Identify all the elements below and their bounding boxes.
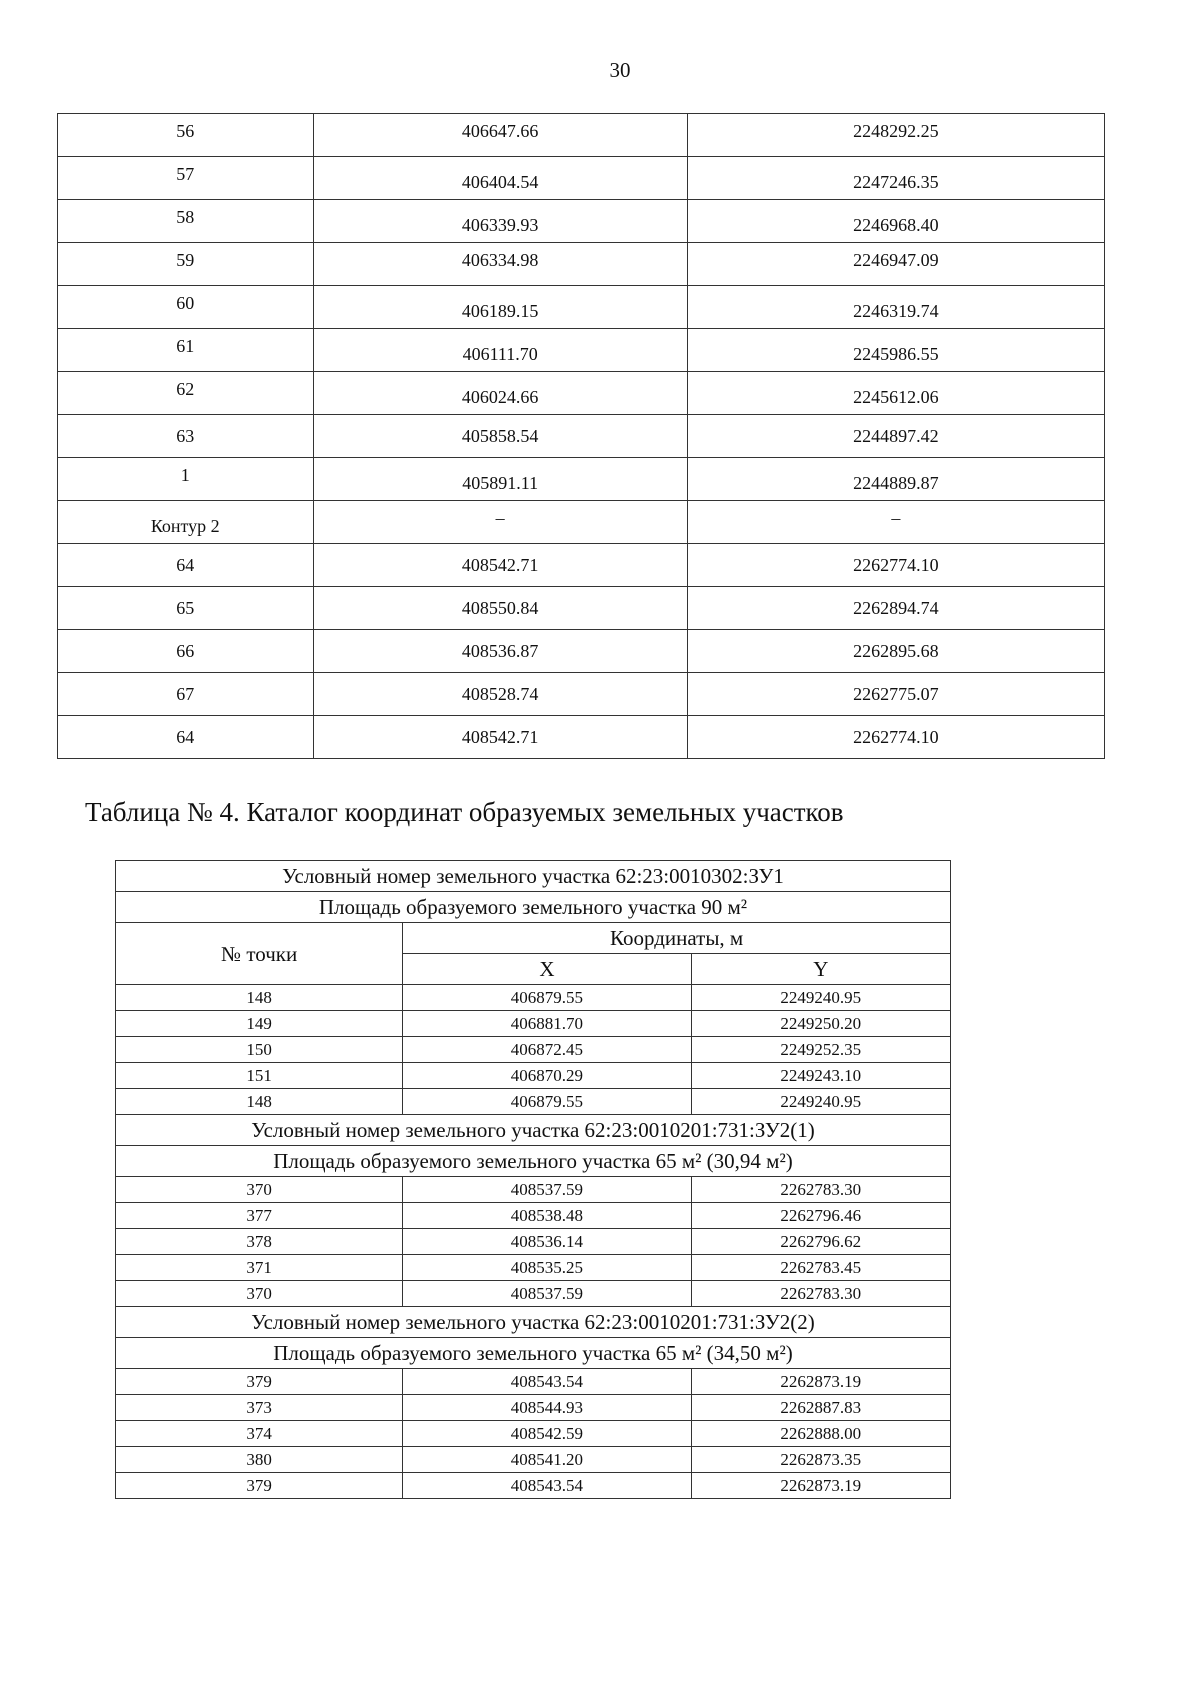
x-coordinate-cell: – (313, 501, 687, 544)
parcel-title: Условный номер земельного участка 62:23:0010201:731:ЗУ2(2) (116, 1307, 951, 1338)
y-coordinate-cell: 2262774.10 (687, 716, 1104, 759)
point-number-cell: 370 (116, 1281, 403, 1307)
x-coordinate-cell: 408542.59 (403, 1421, 691, 1447)
x-coordinate-cell: 408550.84 (313, 587, 687, 630)
table-row (116, 1369, 951, 1395)
point-number-cell: 60 (58, 286, 314, 329)
x-coordinate-cell: 406111.70 (313, 329, 687, 372)
table-row (58, 544, 1105, 587)
coordinates-header: Координаты, м (403, 923, 951, 954)
parcel-title: Условный номер земельного участка 62:23:0010201:731:ЗУ2(1) (116, 1115, 951, 1146)
y-coordinate-cell: 2249240.95 (691, 1089, 950, 1115)
point-number-cell: 62 (58, 372, 314, 415)
table-row (58, 157, 1105, 200)
point-number-cell: 64 (58, 544, 314, 587)
x-header: X (403, 954, 691, 985)
x-coordinate-cell: 408544.93 (403, 1395, 691, 1421)
x-coordinate-cell: 406189.15 (313, 286, 687, 329)
y-coordinate-cell: 2262796.62 (691, 1229, 950, 1255)
table-row (116, 1037, 951, 1063)
x-coordinate-cell: 406024.66 (313, 372, 687, 415)
table-row (116, 1421, 951, 1447)
x-coordinate-cell: 406339.93 (313, 200, 687, 243)
y-coordinate-cell: 2262887.83 (691, 1395, 950, 1421)
y-coordinate-cell: 2246947.09 (687, 243, 1104, 286)
point-number-cell: 65 (58, 587, 314, 630)
point-number-cell: 67 (58, 673, 314, 716)
table-row (58, 329, 1105, 372)
point-number-cell: 378 (116, 1229, 403, 1255)
table-row (58, 458, 1105, 501)
parcel-area-row (116, 892, 951, 923)
y-coordinate-cell: 2262783.30 (691, 1281, 950, 1307)
x-coordinate-cell: 406404.54 (313, 157, 687, 200)
point-number-cell: 56 (58, 114, 314, 157)
y-coordinate-cell: 2262873.19 (691, 1369, 950, 1395)
point-number-cell: 379 (116, 1369, 403, 1395)
parcel-area-row (116, 1338, 951, 1369)
table-row (116, 1063, 951, 1089)
y-coordinate-cell: 2249243.10 (691, 1063, 950, 1089)
x-coordinate-cell: 408542.71 (313, 544, 687, 587)
table-row (58, 587, 1105, 630)
x-coordinate-cell: 408543.54 (403, 1473, 691, 1499)
parcel-area-row (116, 1146, 951, 1177)
x-coordinate-cell: 405858.54 (313, 415, 687, 458)
x-coordinate-cell: 408535.25 (403, 1255, 691, 1281)
table-row (116, 1203, 951, 1229)
x-coordinate-cell: 406872.45 (403, 1037, 691, 1063)
y-coordinate-cell: 2247246.35 (687, 157, 1104, 200)
point-number-cell: 58 (58, 200, 314, 243)
x-coordinate-cell: 408537.59 (403, 1281, 691, 1307)
y-coordinate-cell: 2262894.74 (687, 587, 1104, 630)
point-number-cell: 374 (116, 1421, 403, 1447)
y-coordinate-cell: – (687, 501, 1104, 544)
point-number-cell: 57 (58, 157, 314, 200)
table-row (58, 114, 1105, 157)
x-coordinate-cell: 408537.59 (403, 1177, 691, 1203)
table-row (58, 716, 1105, 759)
y-coordinate-cell: 2262873.19 (691, 1473, 950, 1499)
point-number-cell: 380 (116, 1447, 403, 1473)
y-coordinate-cell: 2248292.25 (687, 114, 1104, 157)
header-row (116, 923, 951, 954)
table-row (116, 1255, 951, 1281)
y-coordinate-cell: 2244889.87 (687, 458, 1104, 501)
y-header: Y (691, 954, 950, 985)
point-number-cell: 59 (58, 243, 314, 286)
x-coordinate-cell: 405891.11 (313, 458, 687, 501)
table-row (58, 673, 1105, 716)
parcel-area: Площадь образуемого земельного участка 65 м² (30,94 м²) (116, 1146, 951, 1177)
parcel-title-row (116, 861, 951, 892)
point-number-cell: 373 (116, 1395, 403, 1421)
y-coordinate-cell: 2249240.95 (691, 985, 950, 1011)
page-number: 30 (609, 58, 631, 82)
x-coordinate-cell: 406879.55 (403, 1089, 691, 1115)
y-coordinate-cell: 2262888.00 (691, 1421, 950, 1447)
table-row (116, 1281, 951, 1307)
point-number-cell: 148 (116, 1089, 403, 1115)
table-row (58, 415, 1105, 458)
y-coordinate-cell: 2246319.74 (687, 286, 1104, 329)
x-coordinate-cell: 406870.29 (403, 1063, 691, 1089)
parcel-title-row (116, 1307, 951, 1338)
table-row (58, 243, 1105, 286)
point-number-cell: 377 (116, 1203, 403, 1229)
y-coordinate-cell: 2262783.30 (691, 1177, 950, 1203)
y-coordinate-cell: 2262783.45 (691, 1255, 950, 1281)
x-coordinate-cell: 406879.55 (403, 985, 691, 1011)
y-coordinate-cell: 2249250.20 (691, 1011, 950, 1037)
point-number-cell: 66 (58, 630, 314, 673)
point-number-cell: 63 (58, 415, 314, 458)
point-number-cell: 64 (58, 716, 314, 759)
y-coordinate-cell: 2262796.46 (691, 1203, 950, 1229)
coordinates-continuation-table (57, 113, 1105, 759)
y-coordinate-cell: 2245612.06 (687, 372, 1104, 415)
table-row (116, 1395, 951, 1421)
point-number-cell: 148 (116, 985, 403, 1011)
table-row (116, 1177, 951, 1203)
table-row (58, 501, 1105, 544)
y-coordinate-cell: 2262775.07 (687, 673, 1104, 716)
x-coordinate-cell: 408538.48 (403, 1203, 691, 1229)
x-coordinate-cell: 406647.66 (313, 114, 687, 157)
point-number-cell: 379 (116, 1473, 403, 1499)
x-coordinate-cell: 406334.98 (313, 243, 687, 286)
point-number-cell: 151 (116, 1063, 403, 1089)
table-row (116, 1089, 951, 1115)
x-coordinate-cell: 408528.74 (313, 673, 687, 716)
y-coordinate-cell: 2262873.35 (691, 1447, 950, 1473)
x-coordinate-cell: 406881.70 (403, 1011, 691, 1037)
point-number-cell: 61 (58, 329, 314, 372)
table-row (116, 1447, 951, 1473)
point-number-cell: 370 (116, 1177, 403, 1203)
table-row (58, 372, 1105, 415)
table-row (116, 1011, 951, 1037)
table-row (116, 985, 951, 1011)
y-coordinate-cell: 2262774.10 (687, 544, 1104, 587)
x-coordinate-cell: 408536.87 (313, 630, 687, 673)
parcel-title: Условный номер земельного участка 62:23:0010302:ЗУ1 (116, 861, 951, 892)
point-number-cell: 149 (116, 1011, 403, 1037)
y-coordinate-cell: 2245986.55 (687, 329, 1104, 372)
point-number-cell: 150 (116, 1037, 403, 1063)
y-coordinate-cell: 2249252.35 (691, 1037, 950, 1063)
point-number-cell: 1 (58, 458, 314, 501)
x-coordinate-cell: 408536.14 (403, 1229, 691, 1255)
table-row (58, 286, 1105, 329)
table-row (58, 200, 1105, 243)
x-coordinate-cell: 408542.71 (313, 716, 687, 759)
coordinate-catalog-table (115, 860, 951, 1499)
x-coordinate-cell: 408543.54 (403, 1369, 691, 1395)
point-number-cell: 371 (116, 1255, 403, 1281)
y-coordinate-cell: 2244897.42 (687, 415, 1104, 458)
y-coordinate-cell: 2262895.68 (687, 630, 1104, 673)
point-number-header: № точки (116, 923, 403, 985)
table-caption: Таблица № 4. Каталог координат образуемых земельных участков (85, 797, 844, 827)
parcel-area: Площадь образуемого земельного участка 65 м² (34,50 м²) (116, 1338, 951, 1369)
contour-label-cell: Контур 2 (58, 501, 314, 544)
y-coordinate-cell: 2246968.40 (687, 200, 1104, 243)
table-row (58, 630, 1105, 673)
table-row (116, 1229, 951, 1255)
table-row (116, 1473, 951, 1499)
parcel-area: Площадь образуемого земельного участка 90 м² (116, 892, 951, 923)
x-coordinate-cell: 408541.20 (403, 1447, 691, 1473)
parcel-title-row (116, 1115, 951, 1146)
